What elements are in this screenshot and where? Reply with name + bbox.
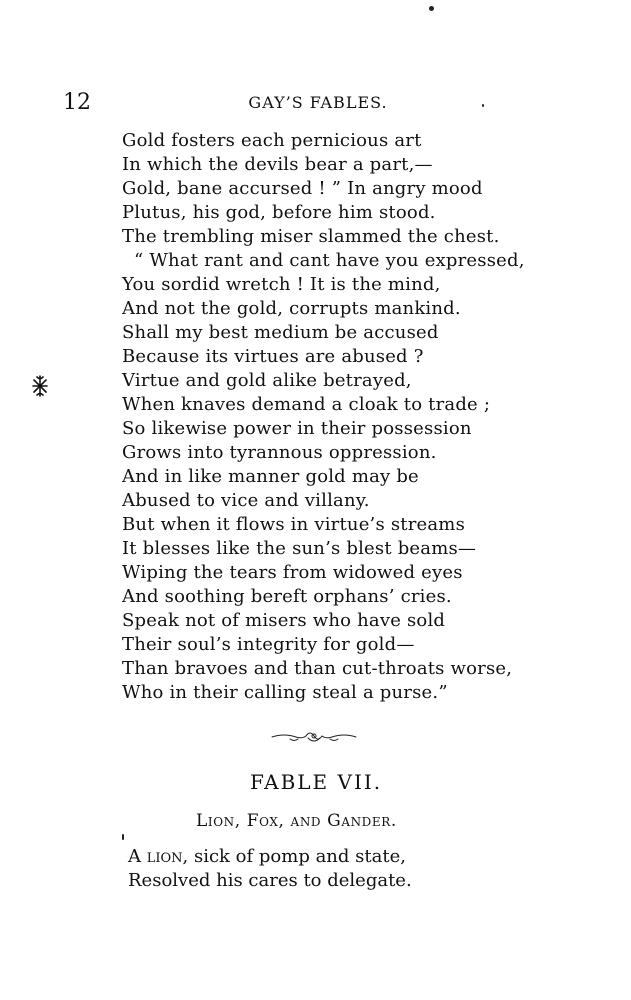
poem-line: And not the gold, corrupts mankind. (122, 298, 461, 319)
page-number: 12 (63, 90, 91, 115)
poem-line: So likewise power in their possession (122, 418, 472, 439)
ink-speck (122, 834, 124, 840)
poem-line: Speak not of misers who have sold (122, 610, 446, 631)
ink-speck (429, 6, 434, 11)
fable-subtitle: Lion, Fox, and Gander. (196, 811, 397, 831)
poem-line: Gold, bane accursed ! ” In angry mood (122, 178, 483, 199)
poem-line: Because its virtues are abused ? (122, 346, 424, 367)
fable-heading: FABLE VII. (250, 770, 383, 794)
poem-line: Gold fosters each pernicious art (122, 130, 422, 151)
fable-line-lead: A lion, (128, 846, 189, 867)
fable-line (128, 845, 412, 869)
poem-line: Virtue and gold alike betrayed, (122, 370, 412, 391)
fable-opening-text (128, 845, 412, 893)
poem-line: Who in their calling steal a purse.” (122, 682, 448, 703)
poem-line: And soothing bereft orphans’ cries. (122, 586, 452, 607)
poem-line: In which the devils bear a part,— (122, 154, 433, 175)
poem-line: Grows into tyrannous oppression. (122, 442, 437, 463)
margin-flourish-icon (30, 374, 50, 398)
ornament-divider-icon (270, 727, 358, 747)
poem-line: Abused to vice and villany. (122, 490, 370, 511)
poem-line: Wiping the tears from widowed eyes (122, 562, 463, 583)
poem-line: When knaves demand a cloak to trade ; (122, 394, 491, 415)
fable-line: Resolved his cares to delegate. (128, 870, 412, 891)
poem-line: Than bravoes and than cut-throats worse, (122, 658, 513, 679)
fable-line-rest: sick of pomp and state, (188, 846, 406, 867)
poem-line: The trembling miser slammed the chest. (122, 226, 500, 247)
poem-line: Their soul’s integrity for gold— (122, 634, 415, 655)
poem-line: Shall my best medium be accused (122, 322, 439, 343)
poem-line: You sordid wretch ! It is the mind, (122, 274, 441, 295)
poem-line: But when it flows in virtue’s streams (122, 514, 466, 535)
poem-text (122, 129, 542, 705)
poem-line: And in like manner gold may be (122, 466, 419, 487)
ink-speck (482, 104, 484, 107)
poem-line: “ What rant and cant have you expressed, (134, 250, 525, 271)
poem-line: It blesses like the sun’s blest beams— (122, 538, 477, 559)
running-title: GAY’S FABLES. (248, 93, 388, 112)
poem-line: Plutus, his god, before him stood. (122, 202, 436, 223)
